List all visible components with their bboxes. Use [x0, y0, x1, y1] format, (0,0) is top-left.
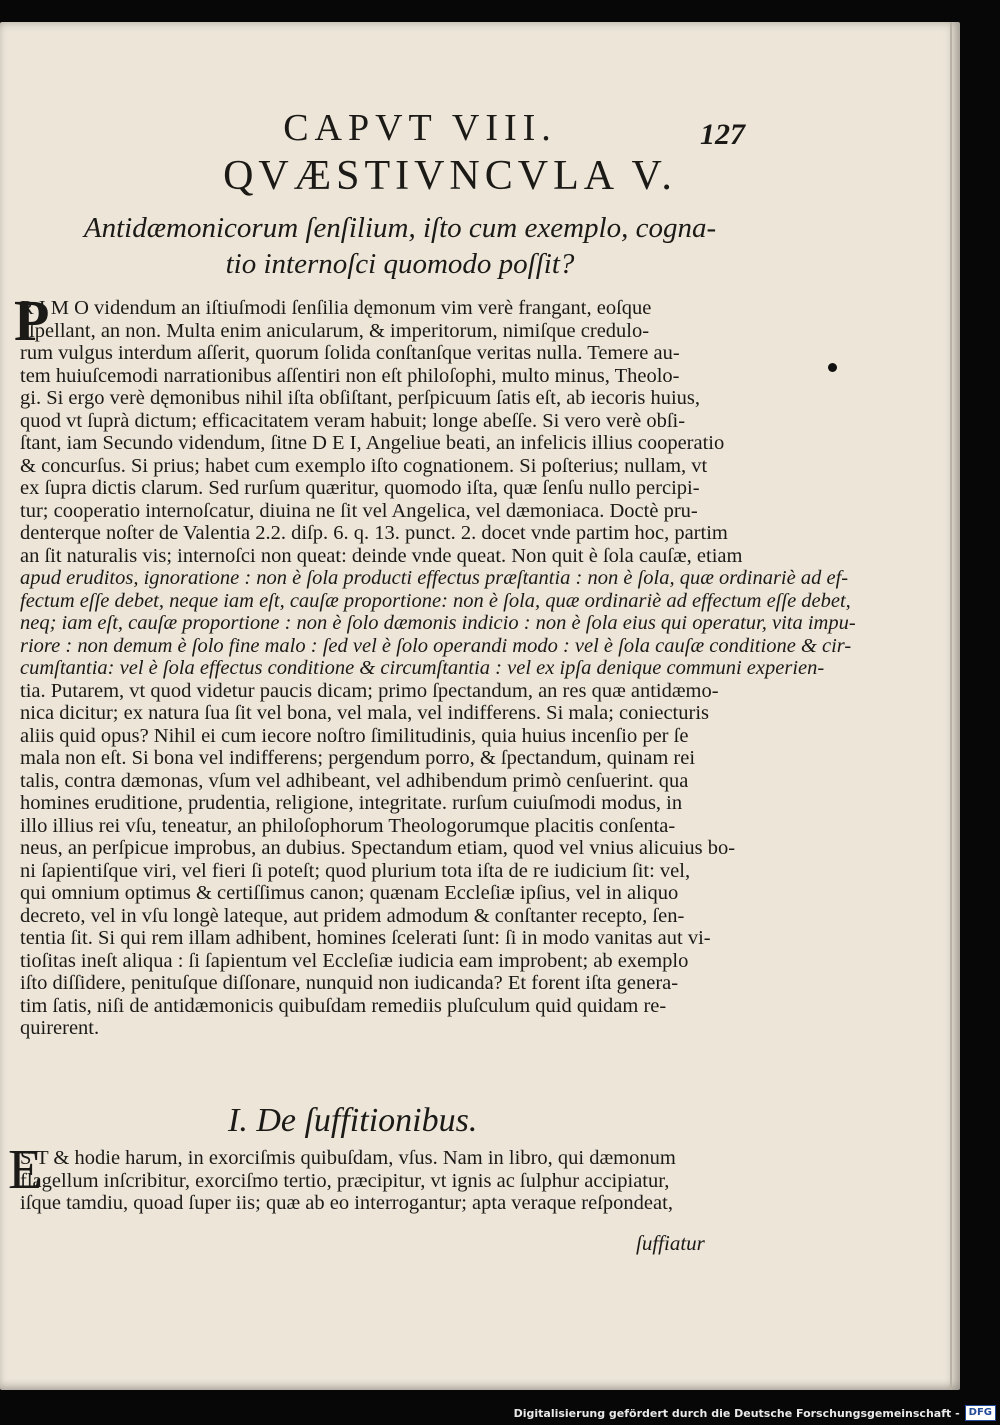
text-line: quirerent. [20, 1017, 100, 1039]
text-line: ſtant, iam Secundo videndum, ſitne D E I, Angeliue beati, an infelicis illius cooperatio [20, 432, 725, 454]
text-line: illo illius rei vſu, teneatur, an philoſophorum Theologorumque placitis conſenta- [20, 814, 676, 837]
drop-cap-initial: P [14, 288, 50, 353]
text-line: decreto, vel in vſu longè lateque, aut pridem admodum & conſtanter recepto, ſen- [20, 904, 685, 927]
subtitle-line: Antidæmonicorum ſenſilium, iſto cum exemplo, cogna- [83, 212, 717, 244]
drop-cap-initial: E [8, 1139, 43, 1201]
text-line: tioſitas ineſt aliqua : ſi ſapientum vel Eccleſiæ iudicia eam improbent; ab exemplo [20, 949, 689, 972]
text-line: tur; cooperatio internoſcatur, diuina ne ſit vel Angelica, vel dæmoniaca. Doctè pru- [20, 499, 698, 522]
text-line: gi. Si ergo verè dęmonibus nihil iſta obſiſtant, perſpicuum ſatis eſt, ab iecoris huius, [20, 387, 700, 409]
footer-credit-text: Digitalisierung gefördert durch die Deutsche Forschungsgemeinschaft - [513, 1406, 960, 1420]
text-line: mala non eſt. Si bona vel indifferens; pergendum porro, & ſpectandum, quinam rei [20, 747, 696, 769]
text-line: R I M O videndum an iſtiuſmodi ſenſilia dęmonum vim verè frangant, eoſque [20, 297, 652, 319]
ink-dot [828, 363, 837, 372]
text-line: & concurſus. Si prius; habet cum exemplo iſto cognationem. Si poſterius; nullam, vt [20, 454, 708, 477]
text-line: aliis quid opus? Nihil ei cum iecore noſtro ſimilitudinis, quia huius incenſio per ſe [20, 724, 689, 747]
text-line: quod vt ſuprà dictum; efficacitatem veram habuit; longe abeſſe. Si vero verè obſi- [20, 409, 686, 432]
main-text-block [20, 297, 856, 1040]
text-line-italic: cumſtantia: vel è ſola effectus conditione & circumſtantia : vel ex ipſa denique communi experien- [20, 657, 825, 679]
text-line: S T & hodie harum, in exorciſmis quibuſdam, vſus. Nam in libro, qui dæmonum [20, 1147, 676, 1169]
text-line: ni ſapientiſque viri, vel fieri ſi poteſt; quod plurium tota iſta de re iudicium ſit: vel, [20, 859, 691, 882]
page-content [0, 22, 960, 1390]
text-line: ex ſupra dictis clarum. Sed rurſum quæritur, quomodo iſta, quæ ſenſu nullo percipi- [20, 477, 700, 499]
section-heading: I. De ſuffitionibus. [228, 1102, 478, 1139]
book-page [0, 22, 960, 1390]
text-line: tim ſatis, niſi de antidæmonicis quibuſdam remediis pluſculum quid quidam re- [20, 994, 667, 1017]
catchword: ſuffiatur [636, 1231, 705, 1255]
text-line: an ſit naturalis vis; internoſci non queat: deinde vnde queat. Non quit è ſola cauſæ, etiam [20, 544, 743, 567]
text-line: homines eruditione, prudentia, religione, integritate. rurſum cuiuſmodi modus, in [20, 792, 683, 814]
dfg-logo-icon: DFG [965, 1405, 996, 1421]
text-line: neus, an perſpicue improbus, an dubius. Spectandum etiam, quod vel vnius alicuius bo- [20, 837, 736, 859]
text-line: tentia ſit. Si qui rem illam adhibent, homines ſcelerati ſunt: ſi in modo vanitas aut vi- [20, 927, 711, 949]
page-edge [950, 22, 952, 1390]
subtitle-line: tio internoſci quomodo poſſit? [225, 248, 575, 280]
text-line: nica dicitur; ex natura ſua ſit vel bona, vel mala, vel indifferens. Si mala; coniecturis [20, 702, 709, 724]
text-line: talis, contra dæmonas, vſum vel adhibeant, vel adhibendum primò cenſuerint. qua [20, 769, 689, 792]
text-line-italic: apud eruditos, ignoratione : non è ſola producti effectus præſtantia : non è ſola, quæ ordinariè ad ef- [20, 567, 849, 589]
text-line: tia. Putarem, vt quod videtur paucis dicam; primo ſpectandum, an res quæ antidæmo- [20, 679, 719, 702]
text-line: qui omnium optimus & certiſſimus canon; quænam Eccleſiæ ipſius, vel in aliquo [20, 882, 679, 904]
text-line: rum vulgus interdum aſſerit, quorum ſolida conſtanſque veritas nulla. Temere au- [20, 342, 680, 364]
text-line: flagellum inſcribitur, exorciſmo tertio, præcipitur, vt ignis ac ſulphur accipiatur, [20, 1169, 670, 1192]
digitization-footer [514, 1405, 996, 1421]
text-line: iſto diſſidere, penituſque diſſonare, nunquid non iudicanda? Et forent iſta genera- [20, 972, 679, 994]
text-line: denterque noſter de Valentia 2.2. diſp. 6. q. 13. punct. 2. docet vnde partim hoc, partim [20, 522, 728, 544]
text-line-italic: riore : non demum è ſolo fine malo : ſed vel è ſolo operandi modo : vel è ſola cauſæ conditione & cir- [20, 634, 852, 657]
page-number: 127 [700, 118, 745, 151]
text-line: aſpellant, an non. Multa enim anicularum, & imperitorum, nimiſque credulo- [20, 319, 650, 342]
text-line: tem huiuſcemodi narrationibus aſſentiri non eſt philoſophi, multo minus, Theolo- [20, 364, 680, 387]
text-line-italic: neq; iam eſt, cauſæ proportione : non è ſolo dæmonis indicio : non è ſola eius qui operatur, vita impu- [20, 612, 856, 634]
text-line: iſque tamdiu, quoad ſuper iis; quæ ab eo interrogantur; apta veraque reſpondeat, [20, 1192, 673, 1214]
text-line-italic: fectum eſſe debet, neque iam eſt, cauſæ proportione: non è ſola, quæ ordinariè ad effectum eſſe debet, [20, 589, 851, 612]
chapter-heading: CAPVT VIII. [283, 107, 557, 149]
section-text-block [20, 1147, 745, 1215]
quaestiuncula-heading: QVÆSTIVNCVLA V. [223, 153, 677, 199]
